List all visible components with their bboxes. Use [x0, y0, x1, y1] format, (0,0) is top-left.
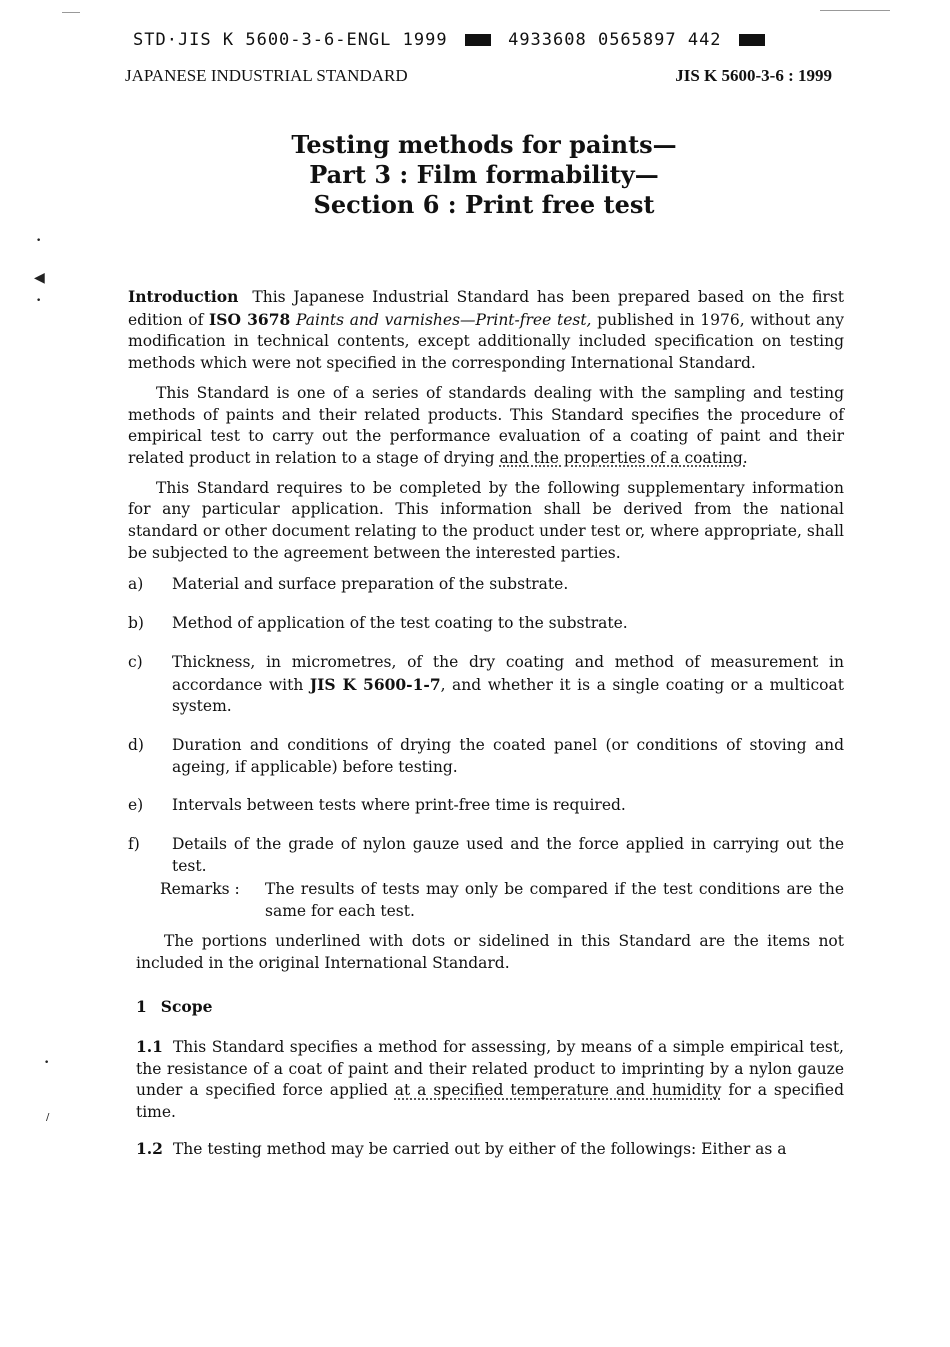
- subsection-1-1: 1.1 This Standard specifies a method for assessing, by means of a simple empirical test, the resistance of a coat of paint and their related product to imprinting by a nylon gauze under a specified force applied at a specified temperature and humidity for a specified time.: [136, 1036, 844, 1122]
- scan-line-right: [820, 10, 890, 11]
- header-standard-name: JAPANESE INDUSTRIAL STANDARD: [125, 66, 408, 85]
- list-item: e) Intervals between tests where print-free time is required.: [128, 796, 626, 815]
- list-item: f) Details of the grade of nylon gauze used and the force applied in carrying out the test.: [128, 835, 844, 875]
- iso-title: Paints and varnishes—Print-free test,: [295, 310, 592, 329]
- scan-mark: /: [46, 1112, 50, 1123]
- scan-line-left: [62, 12, 80, 13]
- stamp-numbers: 4933608 0565897 442: [508, 30, 722, 50]
- remarks-label: Remarks :: [160, 880, 240, 899]
- stamp-block: [465, 34, 491, 46]
- scan-mark: ◀: [34, 270, 45, 286]
- dotted-underline-text: and the properties of a coating.: [499, 448, 748, 467]
- remarks-text: The results of tests may only be compared if the test conditions are the same for each test.: [265, 880, 844, 921]
- supplementary-info-list: [128, 574, 844, 877]
- scan-mark: •: [44, 1058, 50, 1068]
- title-line: Section 6 : Print free test: [313, 190, 655, 219]
- subsection-1-2: 1.2 The testing method may be carried out by either of the followings: Either as a: [136, 1138, 787, 1158]
- title-line: Testing methods for paints—: [291, 130, 677, 159]
- document-stamp: [133, 30, 771, 50]
- scan-mark: •: [36, 296, 42, 306]
- jis-reference: JIS K 5600-1-7: [309, 674, 441, 694]
- intro-paragraph: This Standard requires to be completed by the following supplementary information for any particular application. This information shall be derived from the national standard or other document relating to the product under test or, where appropriate, shall be subjected to the agreement between the interested parties.: [128, 478, 844, 562]
- intro-label: Introduction: [128, 287, 239, 306]
- header-standard-number: JIS K 5600-3-6 : 1999: [675, 66, 832, 85]
- intro-paragraph: This Standard is one of a series of standards dealing with the sampling and testing methods of paints and their related products. This Standard specifies the procedure of empirical test to carry out the performance evaluation of a coating of paint and their related product in relation to a stage of drying and the properties of a coating.: [128, 383, 844, 467]
- document-body: [128, 286, 844, 1175]
- stamp-code: STD·JIS K 5600-3-6-ENGL 1999: [133, 30, 448, 50]
- intro-paragraph: Introduction This Japanese Industrial Standard has been prepared based on the first edition of ISO 3678 Paints and varnishes—Print-free test, published in 1976, without any modification in technical contents, except additionally included specification on testing methods which were not specified in the corresponding International Standard.: [128, 287, 845, 373]
- stamp-block: [739, 34, 765, 46]
- note-paragraph: The portions underlined with dots or sidelined in this Standard are the items not included in the original International Standard.: [136, 931, 844, 972]
- section-heading-scope: 1 Scope: [136, 997, 213, 1017]
- title-line: Part 3 : Film formability—: [309, 160, 659, 189]
- scan-mark: •: [36, 236, 42, 246]
- list-item: d) Duration and conditions of drying the coated panel (or conditions of stoving and ageing, if applicable) before testing.: [128, 735, 844, 776]
- document-title: [0, 130, 950, 220]
- list-item: b) Method of application of the test coating to the substrate.: [128, 614, 628, 633]
- dotted-underline-text: at a specified temperature and humidity: [394, 1081, 722, 1100]
- remarks: [160, 879, 844, 922]
- list-item: c) Thickness, in micrometres, of the dry coating and method of measurement in accordance with JIS K 5600-1-7, and whether it is a single coating or a multicoat system.: [128, 652, 844, 716]
- list-item: a) Material and surface preparation of the substrate.: [128, 575, 569, 594]
- iso-reference: ISO 3678: [209, 309, 291, 329]
